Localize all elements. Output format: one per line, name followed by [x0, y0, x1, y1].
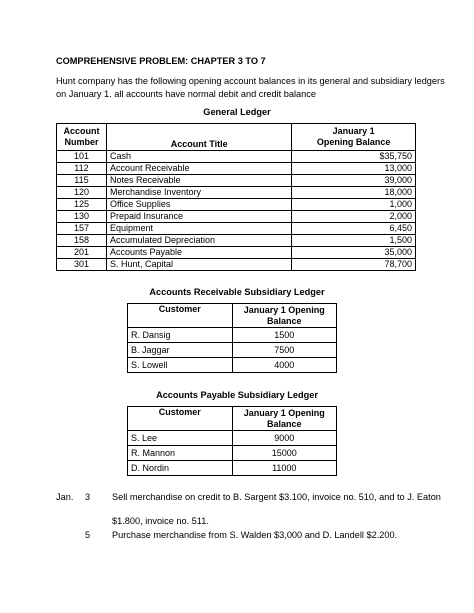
transaction-day: 5: [85, 530, 91, 540]
ap-header-customer: Customer: [128, 407, 233, 431]
transaction-day: 3: [85, 492, 91, 502]
ap-header-balance-line1: January 1 Opening: [243, 407, 325, 418]
opening-balance-cell: 1,000: [292, 199, 416, 211]
opening-balance-cell: 39,000: [292, 175, 416, 187]
balance-cell: 11000: [232, 461, 336, 476]
customer-cell: B. Jaggar: [128, 343, 233, 358]
account-title-cell: Office Supplies: [106, 199, 291, 211]
account-title-cell: S. Hunt, Capital: [106, 259, 291, 271]
opening-balance-cell: 78,700: [292, 259, 416, 271]
account-number-cell: 301: [57, 259, 107, 271]
table-row: [57, 211, 416, 223]
account-title-cell: Accounts Payable: [106, 247, 291, 259]
table-row: [57, 235, 416, 247]
transaction-text-continued: $1.800, invoice no. 511.: [112, 516, 209, 526]
ar-header-balance: [232, 304, 336, 328]
account-title-cell: Accumulated Depreciation: [106, 235, 291, 247]
header-opening-balance: [292, 124, 416, 151]
balance-cell: 1500: [232, 328, 336, 343]
balance-cell: 15000: [232, 446, 336, 461]
ar-header-balance-line1: January 1 Opening: [243, 304, 325, 315]
account-number-cell: 120: [57, 187, 107, 199]
table-row: [128, 358, 337, 373]
opening-balance-cell: 18,000: [292, 187, 416, 199]
balance-cell: 7500: [232, 343, 336, 358]
table-row: [57, 151, 416, 163]
ar-ledger-title: Accounts Receivable Subsidiary Ledger: [149, 287, 325, 297]
general-ledger-table: [56, 123, 416, 271]
header-account-title: Account Title: [106, 124, 291, 151]
intro-line-1: Hunt company has the following opening account balances in its general and subsidiary ledgers: [56, 76, 445, 86]
header-number-line2: Number: [64, 137, 99, 147]
page-title: COMPREHENSIVE PROBLEM: CHAPTER 3 TO 7: [56, 56, 266, 66]
account-number-cell: 125: [57, 199, 107, 211]
account-number-cell: 157: [57, 223, 107, 235]
account-number-cell: 115: [57, 175, 107, 187]
header-balance-line1: January 1: [332, 126, 375, 136]
table-row: [57, 223, 416, 235]
ar-ledger-table: [127, 303, 337, 373]
header-number-line1: Account: [63, 126, 100, 136]
ap-ledger-title: Accounts Payable Subsidiary Ledger: [156, 390, 318, 400]
opening-balance-cell: 6,450: [292, 223, 416, 235]
transaction-month: Jan.: [56, 492, 74, 502]
transaction-text: Sell merchandise on credit to B. Sargent $3.100, invoice no. 510, and to J. Eaton: [112, 492, 441, 502]
account-number-cell: 158: [57, 235, 107, 247]
table-row: [128, 461, 337, 476]
table-row: [57, 199, 416, 211]
account-number-cell: 130: [57, 211, 107, 223]
table-row: [57, 187, 416, 199]
account-number-cell: 101: [57, 151, 107, 163]
table-row: [57, 247, 416, 259]
table-row: [57, 163, 416, 175]
table-row: [128, 328, 337, 343]
header-account-number: [57, 124, 107, 151]
customer-cell: S. Lee: [128, 431, 233, 446]
account-number-cell: 201: [57, 247, 107, 259]
intro-line-2: on January 1. all accounts have normal debit and credit balance: [56, 89, 316, 99]
ar-header-customer: Customer: [128, 304, 233, 328]
opening-balance-cell: 13,000: [292, 163, 416, 175]
ar-header-balance-line2: Balance: [266, 315, 302, 326]
account-title-cell: Prepaid Insurance: [106, 211, 291, 223]
customer-cell: D. Nordin: [128, 461, 233, 476]
opening-balance-cell: $35,750: [292, 151, 416, 163]
table-row: [57, 175, 416, 187]
general-ledger-title: General Ledger: [203, 107, 271, 117]
header-balance-line2: Opening Balance: [316, 137, 391, 147]
opening-balance-cell: 35,000: [292, 247, 416, 259]
table-row: [128, 343, 337, 358]
transaction-text: Purchase merchandise from S. Walden $3,000 and D. Landell $2.200.: [112, 530, 398, 540]
customer-cell: R. Mannon: [128, 446, 233, 461]
account-title-cell: Equipment: [106, 223, 291, 235]
customer-cell: S. Lowell: [128, 358, 233, 373]
ap-header-balance-line2: Balance: [266, 418, 302, 429]
account-title-cell: Account Receivable: [106, 163, 291, 175]
balance-cell: 4000: [232, 358, 336, 373]
ap-ledger-table: [127, 406, 337, 476]
balance-cell: 9000: [232, 431, 336, 446]
table-row: [128, 431, 337, 446]
customer-cell: R. Dansig: [128, 328, 233, 343]
table-row: [128, 446, 337, 461]
opening-balance-cell: 1,500: [292, 235, 416, 247]
account-title-cell: Cash: [106, 151, 291, 163]
table-row: [57, 259, 416, 271]
ap-header-balance: [232, 407, 336, 431]
account-title-cell: Merchandise Inventory: [106, 187, 291, 199]
opening-balance-cell: 2,000: [292, 211, 416, 223]
account-number-cell: 112: [57, 163, 107, 175]
account-title-cell: Notes Receivable: [106, 175, 291, 187]
